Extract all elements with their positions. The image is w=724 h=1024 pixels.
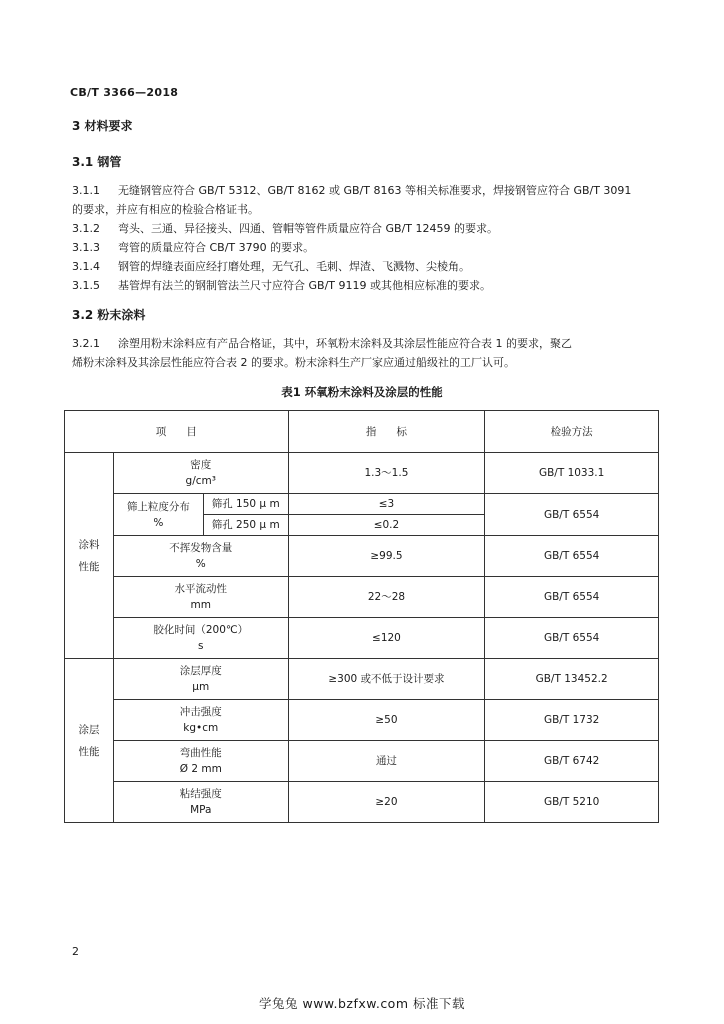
item-cell (113, 536, 288, 577)
item-name: 涂层厚度 (179, 665, 222, 677)
table-row (65, 700, 659, 741)
item-unit: % (153, 516, 164, 529)
clause-3-2-1 (72, 335, 572, 352)
item-cell (113, 700, 288, 741)
clause-number: 3.1.5 (72, 279, 100, 292)
clause-text-line: 弯头、三通、异径接头、四通、管帽等管件质量应符合 GB/T 12459 的要求。 (118, 222, 498, 235)
table-row (65, 536, 659, 577)
table-row (65, 453, 659, 494)
section-3-title: 3 材料要求 (72, 119, 133, 133)
method-cell: GB/T 6742 (485, 741, 659, 782)
value-cell: ≥20 (288, 782, 485, 823)
method-cell: GB/T 6554 (485, 536, 659, 577)
item-cell (113, 659, 288, 700)
table-caption: 表1 环氧粉末涂料及涂层的性能 (281, 385, 443, 399)
clause-3-1-3 (72, 239, 314, 256)
table-row (65, 659, 659, 700)
item-unit: μm (192, 681, 210, 693)
clause-3-1-1-cont: 的要求，并应有相应的检验合格证书。 (72, 203, 259, 216)
item-name: 弯曲性能 (179, 747, 222, 759)
item-unit: g/cm³ (185, 475, 216, 487)
page-number: 2 (72, 945, 79, 958)
clause-number: 3.1.4 (72, 260, 100, 273)
method-cell: GB/T 6554 (485, 494, 659, 536)
header-item: 项 目 (65, 411, 289, 453)
group-coating-layer: 涂层 性能 (65, 659, 114, 823)
clause-3-2-1-cont: 烯粉末涂料及其涂层性能应符合表 2 的要求。粉末涂料生产厂家应通过船级社的工厂认可。 (72, 356, 515, 369)
sub-item-cell: 筛孔 250 μ m (203, 515, 288, 536)
clause-text-line: 无缝钢管应符合 GB/T 5312、GB/T 8162 或 GB/T 8163 等相关标准要求，焊接钢管应符合 GB/T 3091 (118, 184, 632, 197)
item-name: 不挥发物含量 (169, 542, 233, 554)
clause-number: 3.1.2 (72, 222, 100, 235)
clause-3-1-2 (72, 220, 498, 237)
method-cell: GB/T 1033.1 (485, 453, 659, 494)
sub-item-cell: 筛孔 150 μ m (203, 494, 288, 515)
header-method: 检验方法 (485, 411, 659, 453)
value-cell: 1.3～1.5 (288, 453, 485, 494)
item-name: 胶化时间（200℃） (153, 624, 249, 636)
table-row (65, 577, 659, 618)
item-name: 粘结强度 (179, 788, 222, 800)
method-cell: GB/T 13452.2 (485, 659, 659, 700)
clause-number: 3.1.1 (72, 184, 100, 197)
table-row (65, 618, 659, 659)
value-cell: 22～28 (288, 577, 485, 618)
item-unit: % (195, 558, 206, 570)
value-cell: ≥99.5 (288, 536, 485, 577)
watermark-label: 学兔兔 www.bzfxw.com 标准下载 (259, 996, 465, 1011)
item-name: 水平流动性 (174, 583, 228, 595)
method-cell: GB/T 5210 (485, 782, 659, 823)
watermark-text (0, 994, 724, 1012)
method-cell: GB/T 1732 (485, 700, 659, 741)
item-name: 密度 (190, 459, 212, 471)
value-cell: ≤0.2 (288, 515, 485, 536)
item-cell (113, 618, 288, 659)
item-unit: mm (190, 599, 211, 611)
value-cell: ≥300 或不低于设计要求 (288, 659, 485, 700)
item-cell (113, 453, 288, 494)
method-cell: GB/T 6554 (485, 577, 659, 618)
header-index: 指 标 (288, 411, 485, 453)
section-3-1-title: 3.1 钢管 (72, 155, 122, 169)
value-cell: ≤120 (288, 618, 485, 659)
value-cell: 通过 (288, 741, 485, 782)
clause-text-line: 弯管的质量应符合 CB/T 3790 的要求。 (118, 241, 315, 254)
section-3-2-title: 3.2 粉末涂料 (72, 308, 146, 322)
clause-3-1-4 (72, 258, 470, 275)
item-name: 冲击强度 (179, 706, 222, 718)
method-cell: GB/T 6554 (485, 618, 659, 659)
clause-3-1-5 (72, 277, 491, 294)
clause-text-line: 涂塑用粉末涂料应有产品合格证，其中，环氧粉末涂料及其涂层性能应符合表 1 的要求，聚乙 (118, 337, 572, 350)
group-coating-material: 涂料 性能 (65, 453, 114, 659)
table-row (65, 782, 659, 823)
item-unit: MPa (190, 804, 212, 816)
item-cell (113, 577, 288, 618)
value-cell: ≥50 (288, 700, 485, 741)
table-row (65, 494, 659, 515)
clause-number: 3.1.3 (72, 241, 100, 254)
table-header-row (65, 411, 659, 453)
clause-3-1-1 (72, 182, 631, 199)
item-cell (113, 782, 288, 823)
clause-number: 3.2.1 (72, 337, 100, 350)
item-cell (113, 494, 203, 536)
clause-text-line: 基管焊有法兰的钢制管法兰尺寸应符合 GB/T 9119 或其他相应标准的要求。 (118, 279, 491, 292)
item-unit: Ø 2 mm (179, 763, 222, 775)
clause-text-line: 钢管的焊缝表面应经打磨处理，无气孔、毛刺、焊渣、飞溅物、尖棱角。 (118, 260, 470, 273)
standard-code: CB/T 3366—2018 (70, 86, 179, 99)
item-cell (113, 741, 288, 782)
value-cell: ≤3 (288, 494, 485, 515)
properties-table (64, 410, 659, 823)
item-unit: kg•cm (183, 722, 219, 734)
table-row (65, 741, 659, 782)
item-unit: s (198, 640, 204, 652)
item-name: 筛上粒度分布 (126, 500, 190, 513)
